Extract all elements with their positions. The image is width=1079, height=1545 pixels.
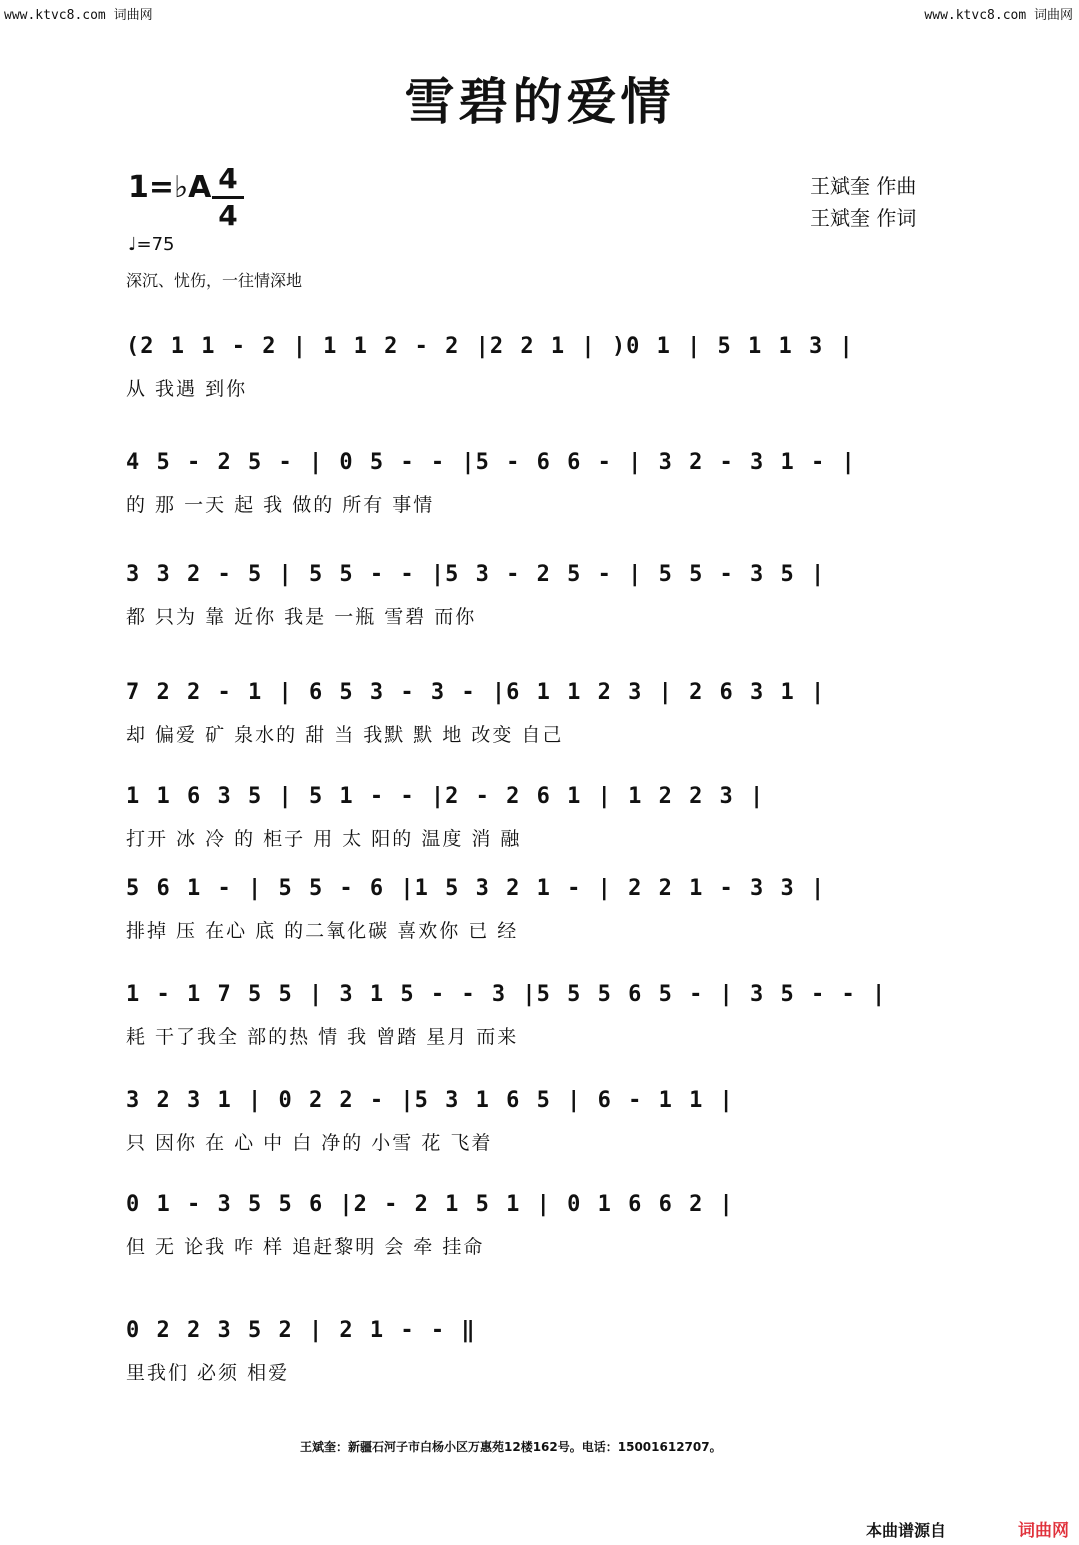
lyrics-line: 但 无 论我 咋 样 追赶黎明 会 牵 挂命	[126, 1236, 485, 1258]
site-logo[interactable]: 词曲网	[1018, 1521, 1069, 1541]
lyrics-line: 耗 干了我全 部的热 情 我 曾踏 星月 而来	[126, 1026, 519, 1048]
notation-line: 3 2 3 1 | 0 2 2 - |5 3 1 6 5 | 6 - 1 1 |	[126, 1088, 734, 1113]
score-row	[126, 784, 936, 854]
notation-line: 5 6 1 - | 5 5 - 6 |1 5 3 2 1 - | 2 2 1 - 3 3 |	[126, 876, 826, 901]
score-row	[126, 1192, 936, 1262]
site-header-left: www.ktvc8.com 词曲网	[4, 8, 153, 23]
expression-mark: 深沉、忧伤，一往情深地	[126, 271, 303, 290]
notation-line: 0 2 2 3 5 2 | 2 1 - - ‖	[126, 1318, 476, 1343]
lyrics-line: 打开 冰 冷 的 柜子 用 太 阳的 温度 消 融	[126, 828, 522, 850]
notation-line: 3 3 2 - 5 | 5 5 - - |5 3 - 2 5 - | 5 5 - 3 5 |	[126, 562, 826, 587]
notation-line: 1 1 6 3 5 | 5 1 - - |2 - 2 6 1 | 1 2 2 3 |	[126, 784, 765, 809]
score-row	[126, 1088, 936, 1158]
lyrics-line: 里我们 必须 相爱	[126, 1362, 290, 1384]
site-header-right: www.ktvc8.com 词曲网	[924, 8, 1073, 23]
notation-line: 7 2 2 - 1 | 6 5 3 - 3 - |6 1 1 2 3 | 2 6 3 1 |	[126, 680, 826, 705]
time-signature	[212, 164, 244, 231]
lyricist-credit: 王斌奎 作词	[810, 206, 917, 230]
lyrics-line: 的 那 一天 起 我 做的 所有 事情	[126, 494, 435, 516]
tempo-mark: ♩=75	[128, 234, 175, 255]
lyrics-line: 排掉 压 在心 底 的二氧化碳 喜欢你 已 经	[126, 920, 519, 942]
score-row	[126, 982, 936, 1052]
time-top: 4	[218, 162, 238, 195]
notation-line: 1 - 1 7 5 5 | 3 1 5 - - 3 |5 5 5 6 5 - | 3 5 - - |	[126, 982, 887, 1007]
lyrics-line: 只 因你 在 心 中 白 净的 小雪 花 飞着	[126, 1132, 493, 1154]
lyrics-line: 都 只为 靠 近你 我是 一瓶 雪碧 而你	[126, 606, 477, 628]
score-row	[126, 562, 936, 632]
score-row	[126, 334, 936, 404]
source-note: 本曲谱源自	[866, 1521, 947, 1540]
lyrics-line: 却 偏爱 矿 泉水的 甜 当 我默 默 地 改变 自己	[126, 724, 564, 746]
contact-footer: 王斌奎：新疆石河子市白杨小区万惠苑12楼162号。电话：15001612707。	[300, 1440, 722, 1454]
score-row	[126, 1318, 936, 1388]
lyrics-line: 从 我遇 到你	[126, 378, 248, 400]
composer-credit: 王斌奎 作曲	[810, 174, 917, 198]
notation-line: (2 1 1 - 2 | 1 1 2 - 2 |2 2 1 | )0 1 | 5 1 1 3 |	[126, 334, 854, 359]
notation-line: 0 1 - 3 5 5 6 |2 - 2 1 5 1 | 0 1 6 6 2 |	[126, 1192, 734, 1217]
score-row	[126, 680, 936, 750]
score-row	[126, 450, 936, 520]
key-signature: 1=♭A	[128, 170, 212, 205]
notation-line: 4 5 - 2 5 - | 0 5 - - |5 - 6 6 - | 3 2 - 3 1 - |	[126, 450, 856, 475]
song-title: 雪碧的爱情	[404, 73, 675, 131]
score-row	[126, 876, 936, 946]
time-bottom: 4	[218, 199, 238, 232]
